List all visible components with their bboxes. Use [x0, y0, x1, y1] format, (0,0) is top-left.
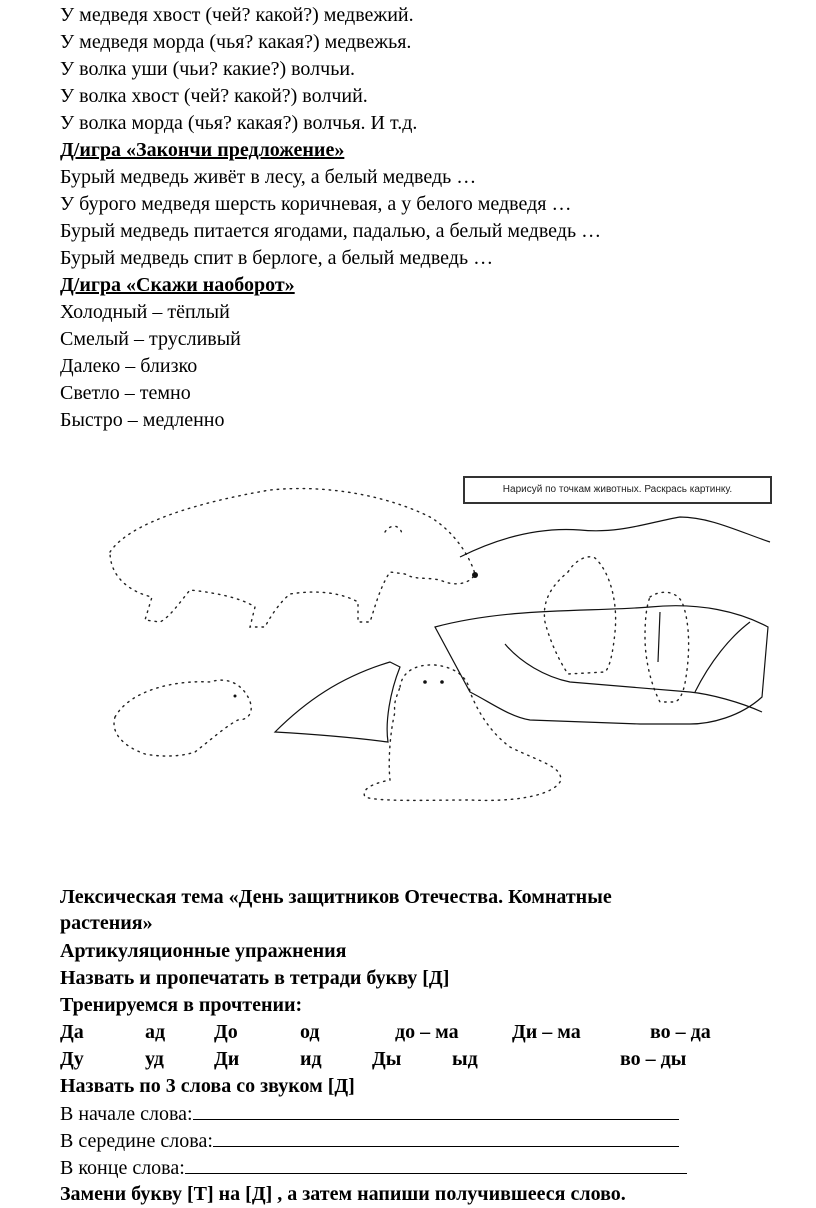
syllable: Ди – ма	[512, 1021, 581, 1043]
syllable: До	[214, 1021, 238, 1043]
answer-blank[interactable]	[193, 1100, 679, 1120]
theme-title-cont: растения»	[60, 912, 153, 934]
text-line: Холодный – тёплый	[60, 301, 230, 323]
iceberg-back	[460, 517, 770, 557]
text-line: Быстро – медленно	[60, 409, 225, 431]
dot-to-dot-picture	[90, 462, 780, 817]
syllable: ад	[145, 1021, 166, 1043]
floe-edge	[658, 612, 750, 692]
syllable: во – да	[650, 1021, 711, 1043]
syllable: во – ды	[620, 1048, 687, 1070]
syllable: ыд	[452, 1048, 478, 1070]
answer-line-middle	[60, 1127, 679, 1155]
answer-blank[interactable]	[185, 1154, 687, 1174]
penguin-right-outline	[645, 592, 689, 702]
bear-nose-dot	[472, 572, 478, 578]
text-line: Далеко – близко	[60, 355, 198, 377]
bear-cub-outline	[114, 680, 251, 756]
syllable: ид	[300, 1048, 322, 1070]
text-line: У волка морда (чья? какая?) волчья. И т.д.	[60, 112, 418, 134]
text-line: Бурый медведь питается ягодами, падалью, а белый медведь …	[60, 220, 602, 242]
answer-line-start	[60, 1100, 679, 1128]
syllable: од	[300, 1021, 320, 1043]
penguin-left-outline	[544, 557, 615, 674]
reading-heading: Тренируемся в прочтении:	[60, 994, 303, 1016]
text-line: Смелый – трусливый	[60, 328, 241, 350]
cub-eye-dot	[234, 695, 237, 698]
answer-label: В начале слова:	[60, 1103, 193, 1125]
syllable: Ду	[60, 1048, 84, 1070]
text-line: У бурого медведя шерсть коричневая, а у белого медведя …	[60, 193, 572, 215]
syllable: Ды	[372, 1048, 402, 1070]
words-heading: Назвать по 3 слова со звуком [Д]	[60, 1075, 355, 1097]
snow-hill	[275, 662, 400, 742]
polar-bear-ear	[385, 526, 402, 534]
syllable: Ди	[214, 1048, 240, 1070]
game-title: Д/игра «Скажи наоборот»	[60, 274, 295, 296]
answer-label: В конце слова:	[60, 1157, 185, 1179]
picture-caption: Нарисуй по точкам животных. Раскрась картинку.	[463, 476, 772, 504]
syllable: уд	[145, 1048, 164, 1070]
answer-line-end	[60, 1154, 687, 1182]
seal-eye-dot	[440, 680, 444, 684]
text-line: У волка хвост (чей? какой?) волчий.	[60, 85, 368, 107]
text-line: У волка уши (чьи? какие?) волчьи.	[60, 58, 356, 80]
articulation-heading: Артикуляционные упражнения	[60, 940, 347, 962]
text-line: Светло – темно	[60, 382, 191, 404]
answer-label: В середине слова:	[60, 1130, 213, 1152]
replace-task: Замени букву [Т] на [Д] , а затем напиши получившееся слово.	[60, 1183, 626, 1205]
text-line: У медведя хвост (чей? какой?) медвежий.	[60, 4, 414, 26]
game-title: Д/игра «Закончи предложение»	[60, 139, 345, 161]
text-line: У медведя морда (чья? какая?) медвежья.	[60, 31, 412, 53]
polar-bear-outline	[110, 489, 475, 627]
letter-task: Назвать и пропечатать в тетради букву [Д]	[60, 967, 450, 989]
ice-floe-right	[435, 606, 768, 724]
theme-title: Лексическая тема «День защитников Отечества. Комнатные	[60, 886, 612, 908]
ice-floe-line	[505, 644, 762, 712]
seal-eye-dot	[423, 680, 427, 684]
text-line: Бурый медведь живёт в лесу, а белый медведь …	[60, 166, 477, 188]
answer-blank[interactable]	[213, 1127, 679, 1147]
syllable: Да	[60, 1021, 84, 1043]
syllable: до – ма	[395, 1021, 459, 1043]
text-line: Бурый медведь спит в берлоге, а белый медведь …	[60, 247, 494, 269]
